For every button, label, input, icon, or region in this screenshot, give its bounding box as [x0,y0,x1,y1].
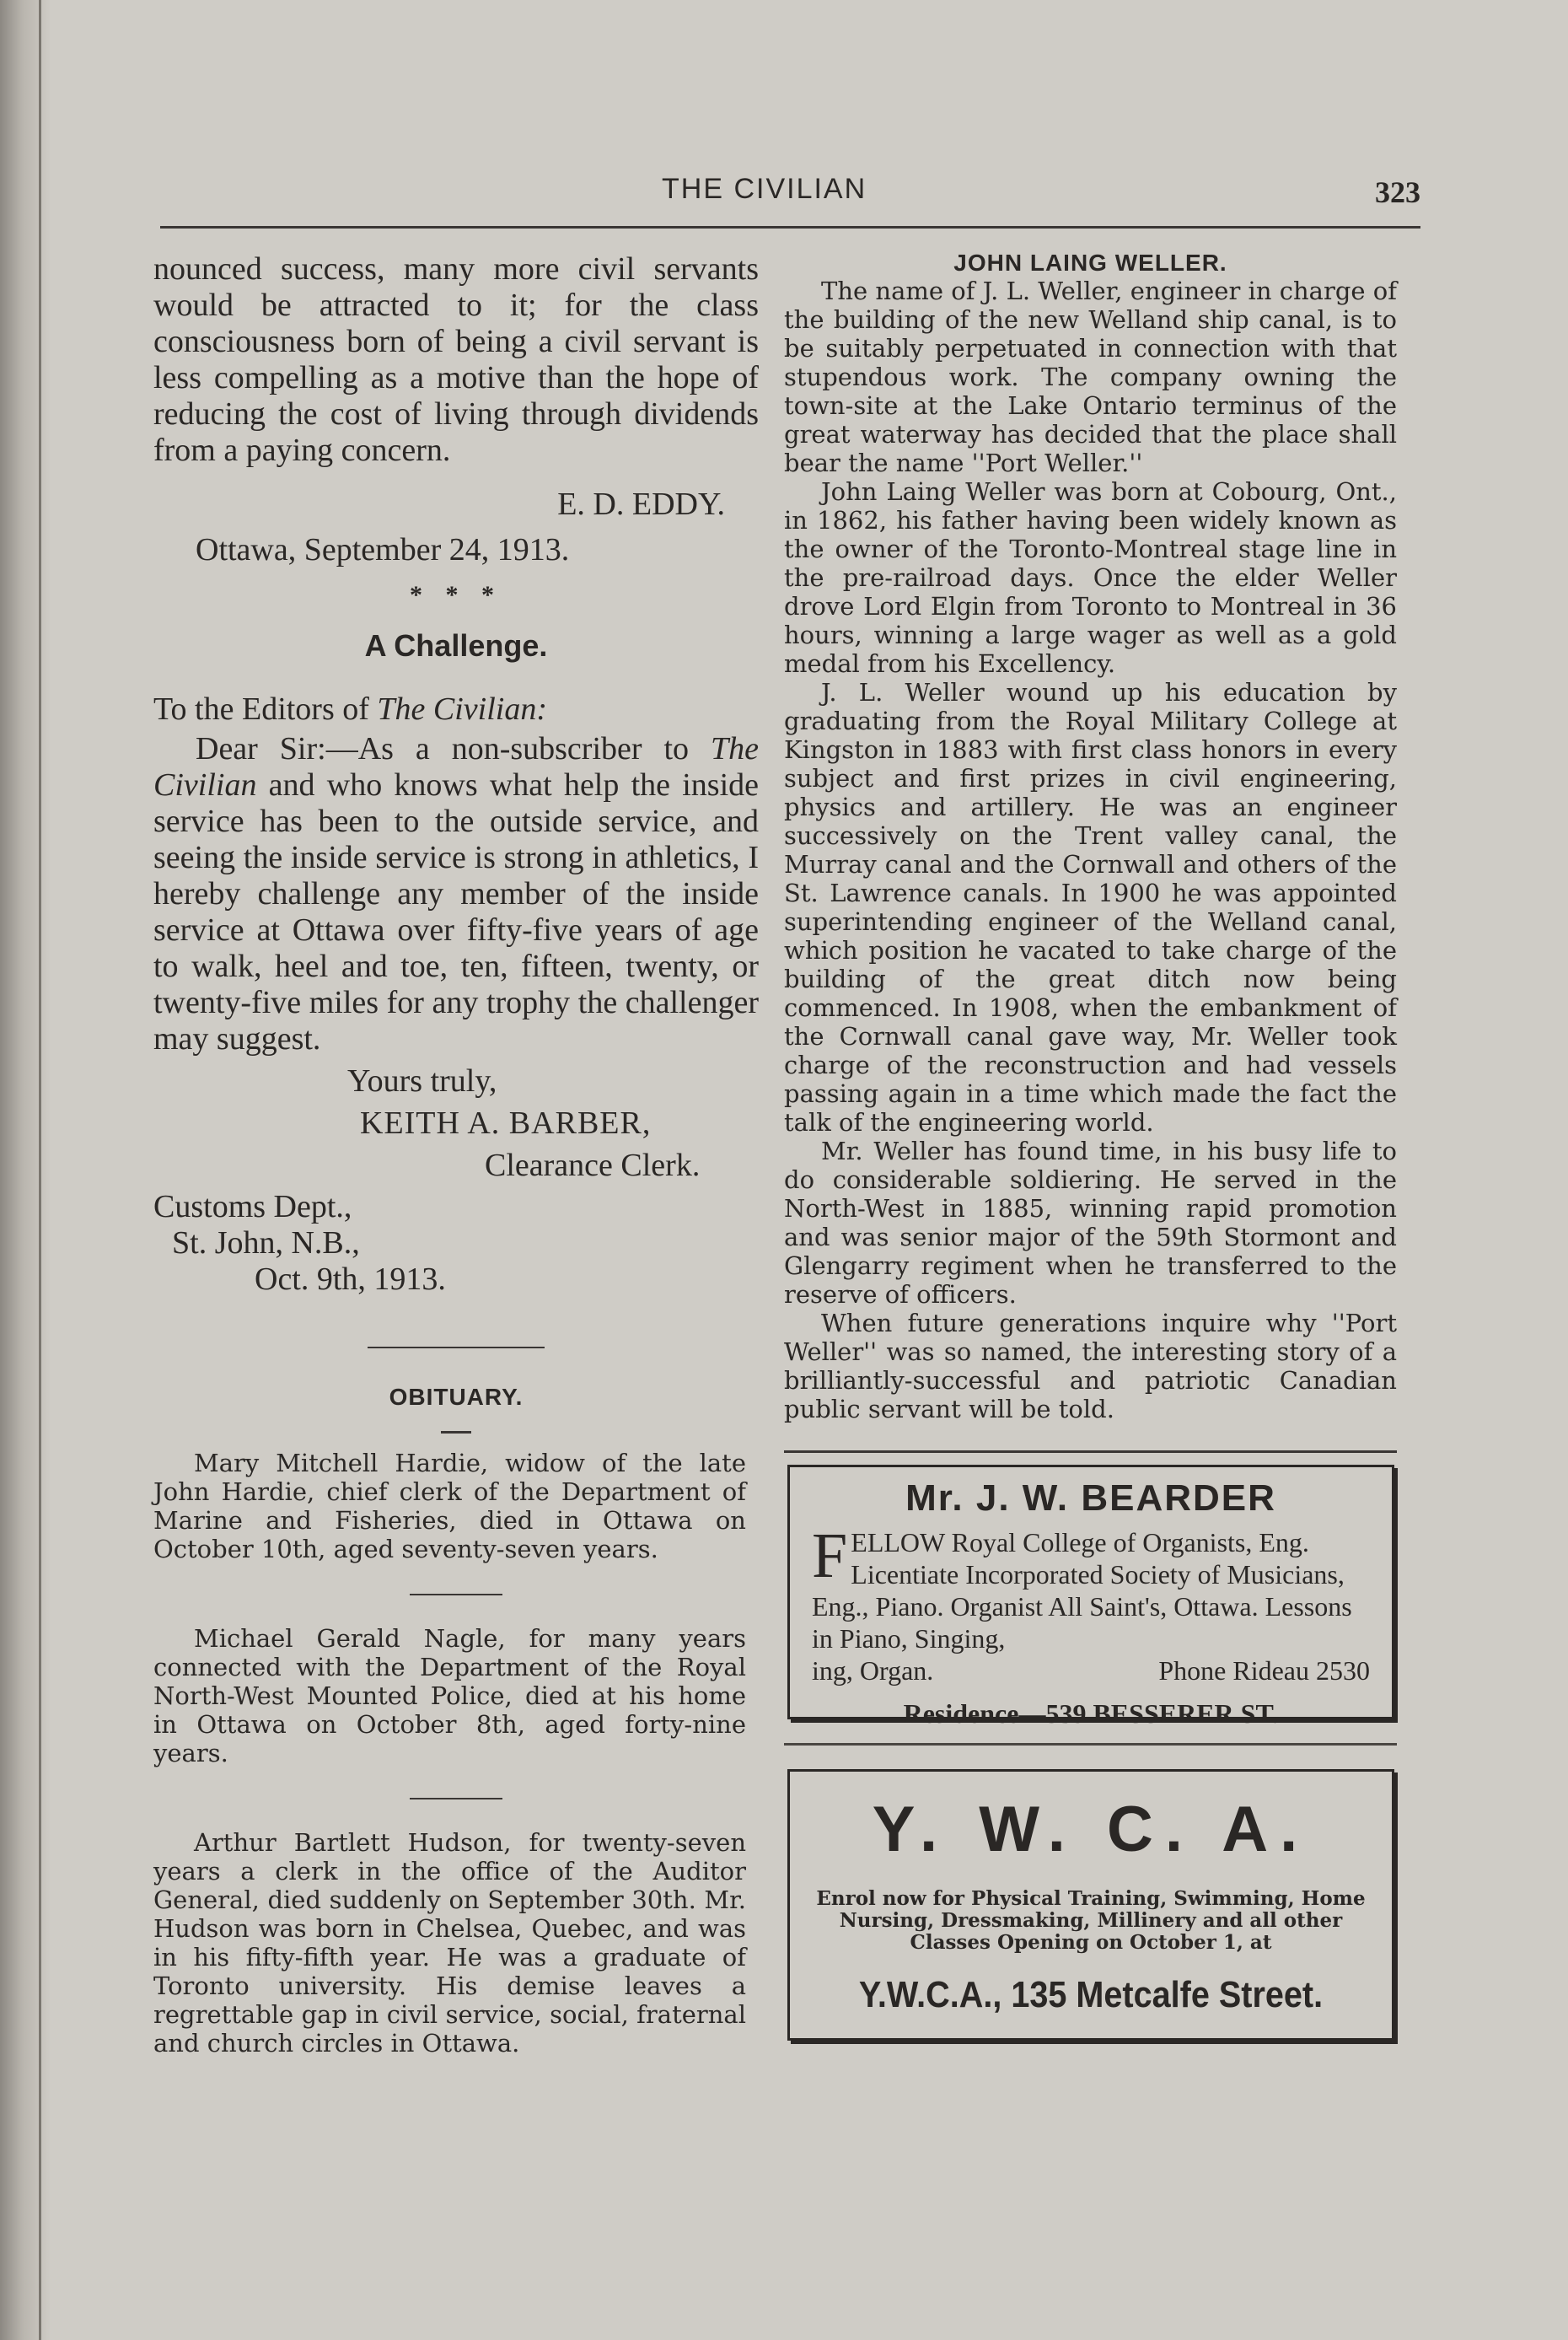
address-line-2: St. John, N.B., [172,1225,360,1261]
ad-rule-top [784,1450,1397,1453]
address-line-1: Customs Dept., [153,1189,352,1224]
section-stars: * * * [410,581,502,609]
bearder-phone-row [812,1654,1370,1686]
weller-paragraph-5: When future generations inquire why ''Port Weller'' was so named, the interesting story of a brilliantly-successful and patriotic Canadian public servant will be told. [784,1309,1397,1423]
obituary-nagle: Michael Gerald Nagle, for many years connected with the Department of the Royal North-West Mounted Police, died at his home in Ottawa on October 8th, aged forty-nine years. [153,1624,746,1767]
right-column [784,250,1397,2041]
letter-continuation: nounced success, many more civil servants would be attracted to it; for the class consciousness born of being a civil servant is less compelling as a motive than the hope of reducing the cost of living through dividends from a paying concern. [153,251,759,468]
page-edge-shadow [0,0,51,2340]
section-rule [368,1347,545,1348]
sender-name: KEITH A. BARBER, [360,1105,652,1141]
bearder-ad-body [812,1520,1370,1654]
bearder-ad-title: Mr. J. W. BEARDER [905,1477,1276,1519]
running-header [160,169,1420,236]
bearder-residence: Residence—539 BESSERER ST. [903,1698,1279,1729]
letter-prefix: Dear Sir:—As a non-subscriber to [196,731,711,767]
obituary-separator [410,1594,502,1595]
to-editors-line [153,691,759,728]
challenge-letter [153,731,759,1057]
to-editors-italic: The Civilian: [377,691,548,727]
weller-paragraph-1: The name of J. L. Weller, engineer in charge of the building of the new Welland ship canal, is to be suitably perpetuated in connection with that stupendous work. The company owning the town-site at the Lake Ontario terminus of the great waterway has decided that the place shall bear the name ''Port Weller.'' [784,277,1397,477]
weller-heading: JOHN LAING WELLER. [953,250,1227,276]
obituary-dash [441,1431,471,1434]
ywca-ad-title: Y. W. C. A. [872,1794,1310,1865]
closing: Yours truly, [347,1063,497,1099]
letter-italic: The Civilian [153,731,759,803]
obituary-hardie: Mary Mitchell Hardie, widow of the late John Hardie, chief clerk of the Department of Marine and Fisheries, died in Ottawa on October 10th, aged seventy-seven years. [153,1449,746,1563]
running-title: THE CIVILIAN [662,173,867,205]
eddy-signature: E. D. EDDY. [557,487,725,522]
left-column [153,251,759,2058]
eddy-date: Ottawa, September 24, 1913. [196,532,570,568]
weller-paragraph-4: Mr. Weller has found time, in his busy life to do considerable soldiering. He served in the North-West in 1885, winning rapid promotion and was senior major of the 59th Stormont and Glengarry regiment when he transferred to the reserve of officers. [784,1137,1397,1309]
page-number: 323 [1375,175,1420,209]
bearder-phone: Phone Rideau 2530 [1158,1655,1370,1686]
binding-gutter [39,0,41,2340]
to-editors-prefix: To the Editors of [153,691,378,727]
ywca-ad-body: Enrol now for Physical Training, Swimming, Home Nursing, Dressmaking, Millinery and all other Classes Opening on October 1, at [816,1887,1366,1954]
weller-paragraph-2: John Laing Weller was born at Cobourg, Ont., in 1862, his father having been widely known as the owner of the Toronto-Montreal stage line in the pre-railroad days. Once the elder Weller drove Lord Elgin from Toronto to Montreal in 36 hours, winning a large wager as well as a gold medal from his Excellency. [784,477,1397,678]
bearder-advertisement [787,1465,1394,1729]
ywca-ad-footer: Y.W.C.A., 135 Metcalfe Street. [858,1974,1324,2015]
ad-rule-middle [784,1743,1397,1746]
bearder-organ: ing, Organ. [812,1655,934,1686]
challenge-heading: A Challenge. [364,628,548,663]
address-line-3: Oct. 9th, 1913. [255,1261,446,1297]
obituary-heading: OBITUARY. [389,1384,524,1410]
letter-rest: and who knows what help the inside service has been to the outside service, and seeing the inside service is strong in athletics, I hereby challenge any member of the inside service at Ottawa over fifty-five years of age to walk, heel and toe, ten, fifteen, twenty, or twenty-five miles for any trophy the challenger may suggest. [153,767,759,1057]
bearder-dropcap: F [812,1520,848,1591]
sender-title: Clearance Clerk. [485,1148,701,1183]
weller-paragraph-3: J. L. Weller wound up his education by graduating from the Royal Military College at Kingston in 1883 with first class honors in every subject and first prizes in civil engineering, physics and artillery. He was an engineer successively on the Trent valley canal, the Murray canal and the Cornwall and others of the St. Lawrence canals. In 1900 he was appointed superintending engineer of the Welland canal, which position he vacated to take charge of the building of the great ditch now being commenced. In 1908, when the embankment of the Cornwall canal gave way, Mr. Weller took charge of the reconstruction and had vessels passing again in a time which made the fact the talk of the engineering world. [784,678,1397,1137]
ywca-advertisement [787,1769,1394,2041]
obituary-separator [410,1798,502,1799]
bearder-ad-text: ELLOW Royal College of Organists, Eng. Licentiate Incorporated Society of Musicians, Eng., Piano. Organist All Saint's, Ottawa. Lessons in Piano, Singing, [812,1527,1352,1654]
header-rule [160,226,1420,229]
obituary-hudson: Arthur Bartlett Hudson, for twenty-seven years a clerk in the office of the Auditor General, died suddenly on September 30th. Mr. Hudson was born in Chelsea, Quebec, and was in his fifty-fifth year. He was a graduate of Toronto university. His demise leaves a regrettable gap in civil service, social, fraternal and church circles in Ottawa. [153,1828,746,2058]
